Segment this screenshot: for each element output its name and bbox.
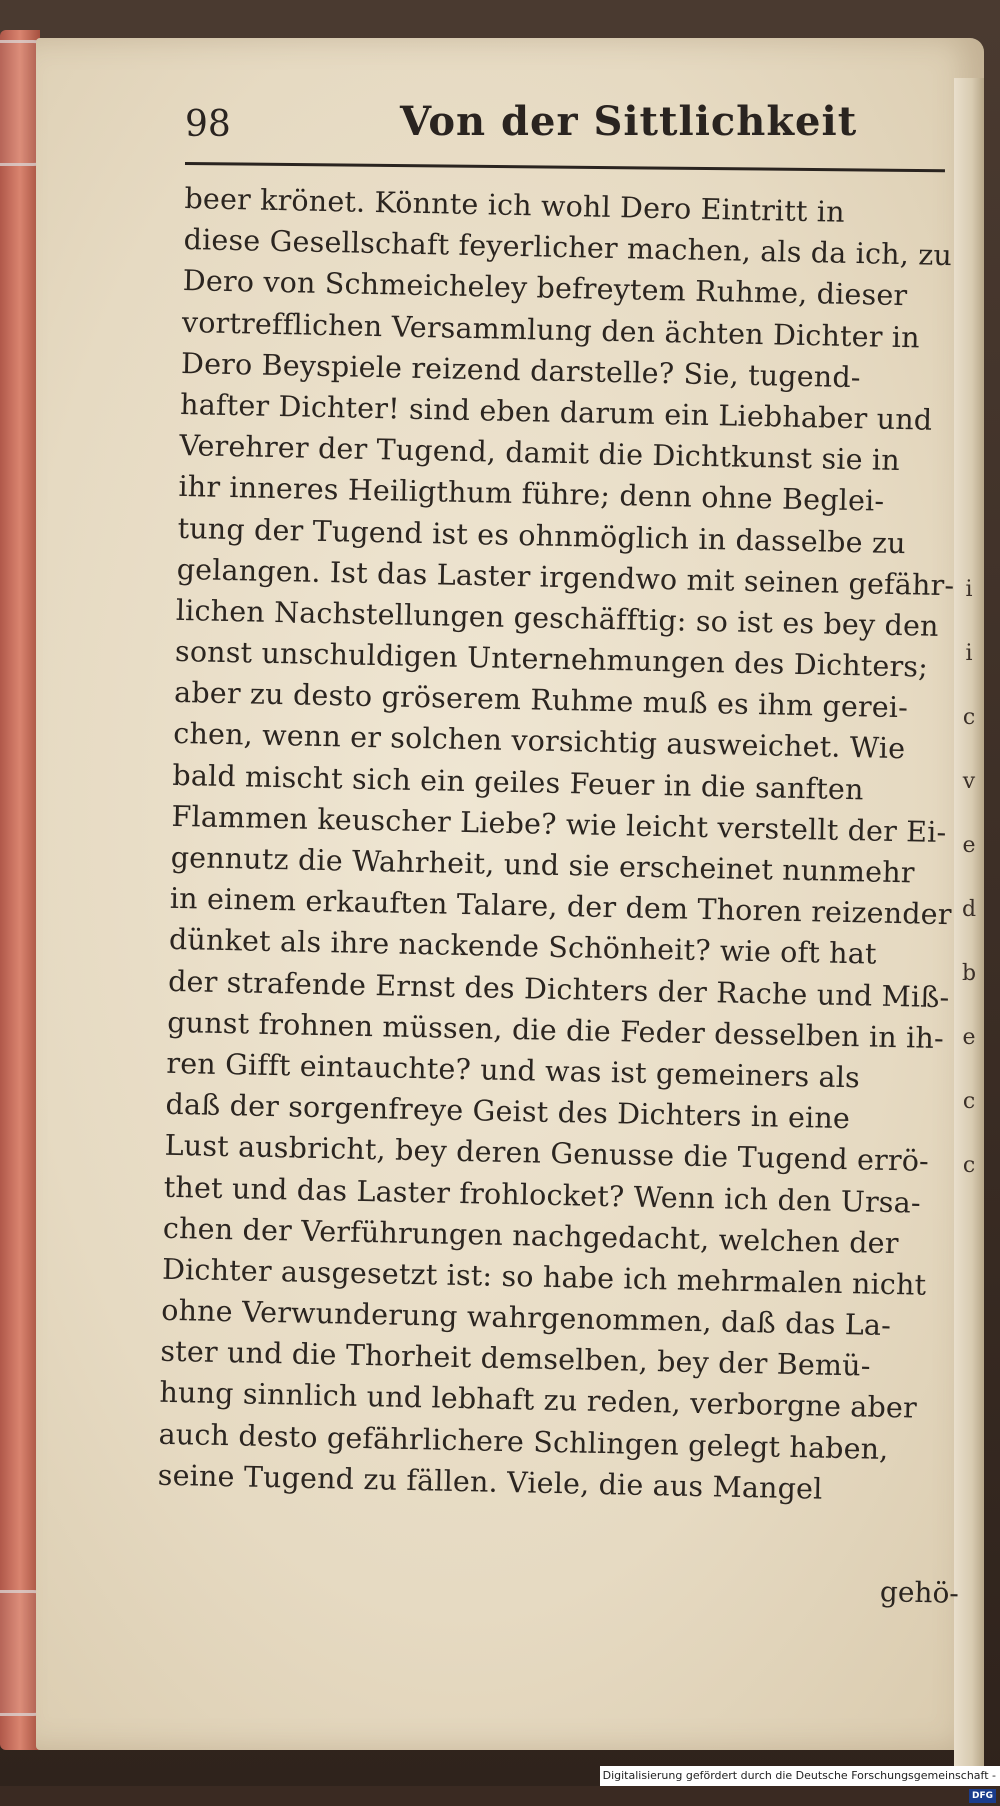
text-line: Dero Beyspiele reizend darstelle? Sie, tugend- (180, 346, 862, 394)
text-line: hafter Dichter! sind eben darum ein Liebhaber und (179, 387, 933, 437)
running-title: Von der Sittlichkeit (400, 98, 858, 145)
digitization-credit (600, 1766, 1000, 1801)
text-line: vortrefflichen Versammlung den ächten Dichter in (181, 305, 921, 354)
text-line: Lust ausbricht, bey deren Genusse die Tugend errö- (164, 1129, 930, 1179)
text-line: chen der Verführungen nachgedacht, welchen der (162, 1211, 899, 1260)
text-line: in einem erkauften Talare, der dem Thoren reizender (169, 882, 952, 932)
text-line: auch desto gefährlichere Schlingen gelegt haben, (158, 1417, 889, 1466)
text-line: tung der Tugend ist es ohnmöglich in dasselbe zu (177, 511, 907, 560)
facing-page-margin-marks: i i c v e d b e c c (961, 577, 977, 1178)
text-line: lichen Nachstellungen geschäfftig: so ist es bey den (175, 593, 940, 643)
catchword: gehö- (879, 1575, 960, 1610)
book-edge (0, 30, 40, 1750)
text-line: gennutz die Wahrheit, und sie erscheinet nunmehr (170, 840, 915, 890)
text-line: thet und das Laster frohlocket? Wenn ich den Ursa- (163, 1170, 922, 1220)
text-line: seine Tugend zu fällen. Viele, die aus Mangel (157, 1458, 823, 1506)
dfg-logo: DFG (969, 1789, 996, 1803)
text-line: Flammen keuscher Liebe? wie leicht verstellt der Ei- (171, 799, 947, 849)
text-line: beer krönet. Könnte ich wohl Dero Eintritt in (184, 181, 846, 229)
text-line: Dichter ausgesetzt ist: so habe ich mehrmalen nicht (161, 1252, 927, 1302)
text-line: dünket als ihre nackende Schönheit? wie oft hat (168, 923, 877, 972)
text-line: ihr inneres Heiligthum führe; denn ohne Beglei- (178, 470, 885, 519)
body-text (157, 178, 964, 1512)
text-line: gunst frohnen müssen, die die Feder desselben in ih- (166, 1005, 945, 1055)
text-line: diese Gesellschaft feyerlicher machen, als da ich, zu (183, 223, 953, 273)
text-line: gelangen. Ist das Laster irgendwo mit seinen gefähr- (176, 552, 955, 602)
page-number: 98 (185, 104, 231, 145)
text-line: daß der sorgenfreye Geist des Dichters in eine (165, 1087, 851, 1136)
text-line: ster und die Thorheit demselben, bey der Bemü- (160, 1334, 871, 1383)
text-line: ren Gifft eintauchte? und was ist gemeiners als (166, 1046, 861, 1095)
text-line: hung sinnlich und lebhaft zu reden, verborgne aber (159, 1376, 918, 1426)
text-line: Dero von Schmeicheley befreytem Ruhme, dieser (182, 264, 908, 313)
page-header (185, 98, 945, 154)
text-line: der strafende Ernst des Dichters der Rache und Miß- (167, 964, 950, 1014)
text-line: aber zu desto gröserem Ruhme muß es ihm gerei- (173, 676, 909, 725)
credit-text: Digitalisierung gefördert durch die Deutsche Forschungsgemeinschaft - (602, 1769, 996, 1782)
text-line: sonst unschuldigen Unternehmungen des Dichters; (174, 634, 929, 684)
text-line: Verehrer der Tugend, damit die Dichtkunst sie in (179, 429, 901, 478)
text-line: chen, wenn er solchen vorsichtig ausweichet. Wie (173, 717, 906, 766)
text-line: bald mischt sich ein geiles Feuer in die sanften (172, 758, 864, 806)
text-line: ohne Verwunderung wahrgenommen, daß das La- (160, 1293, 892, 1343)
